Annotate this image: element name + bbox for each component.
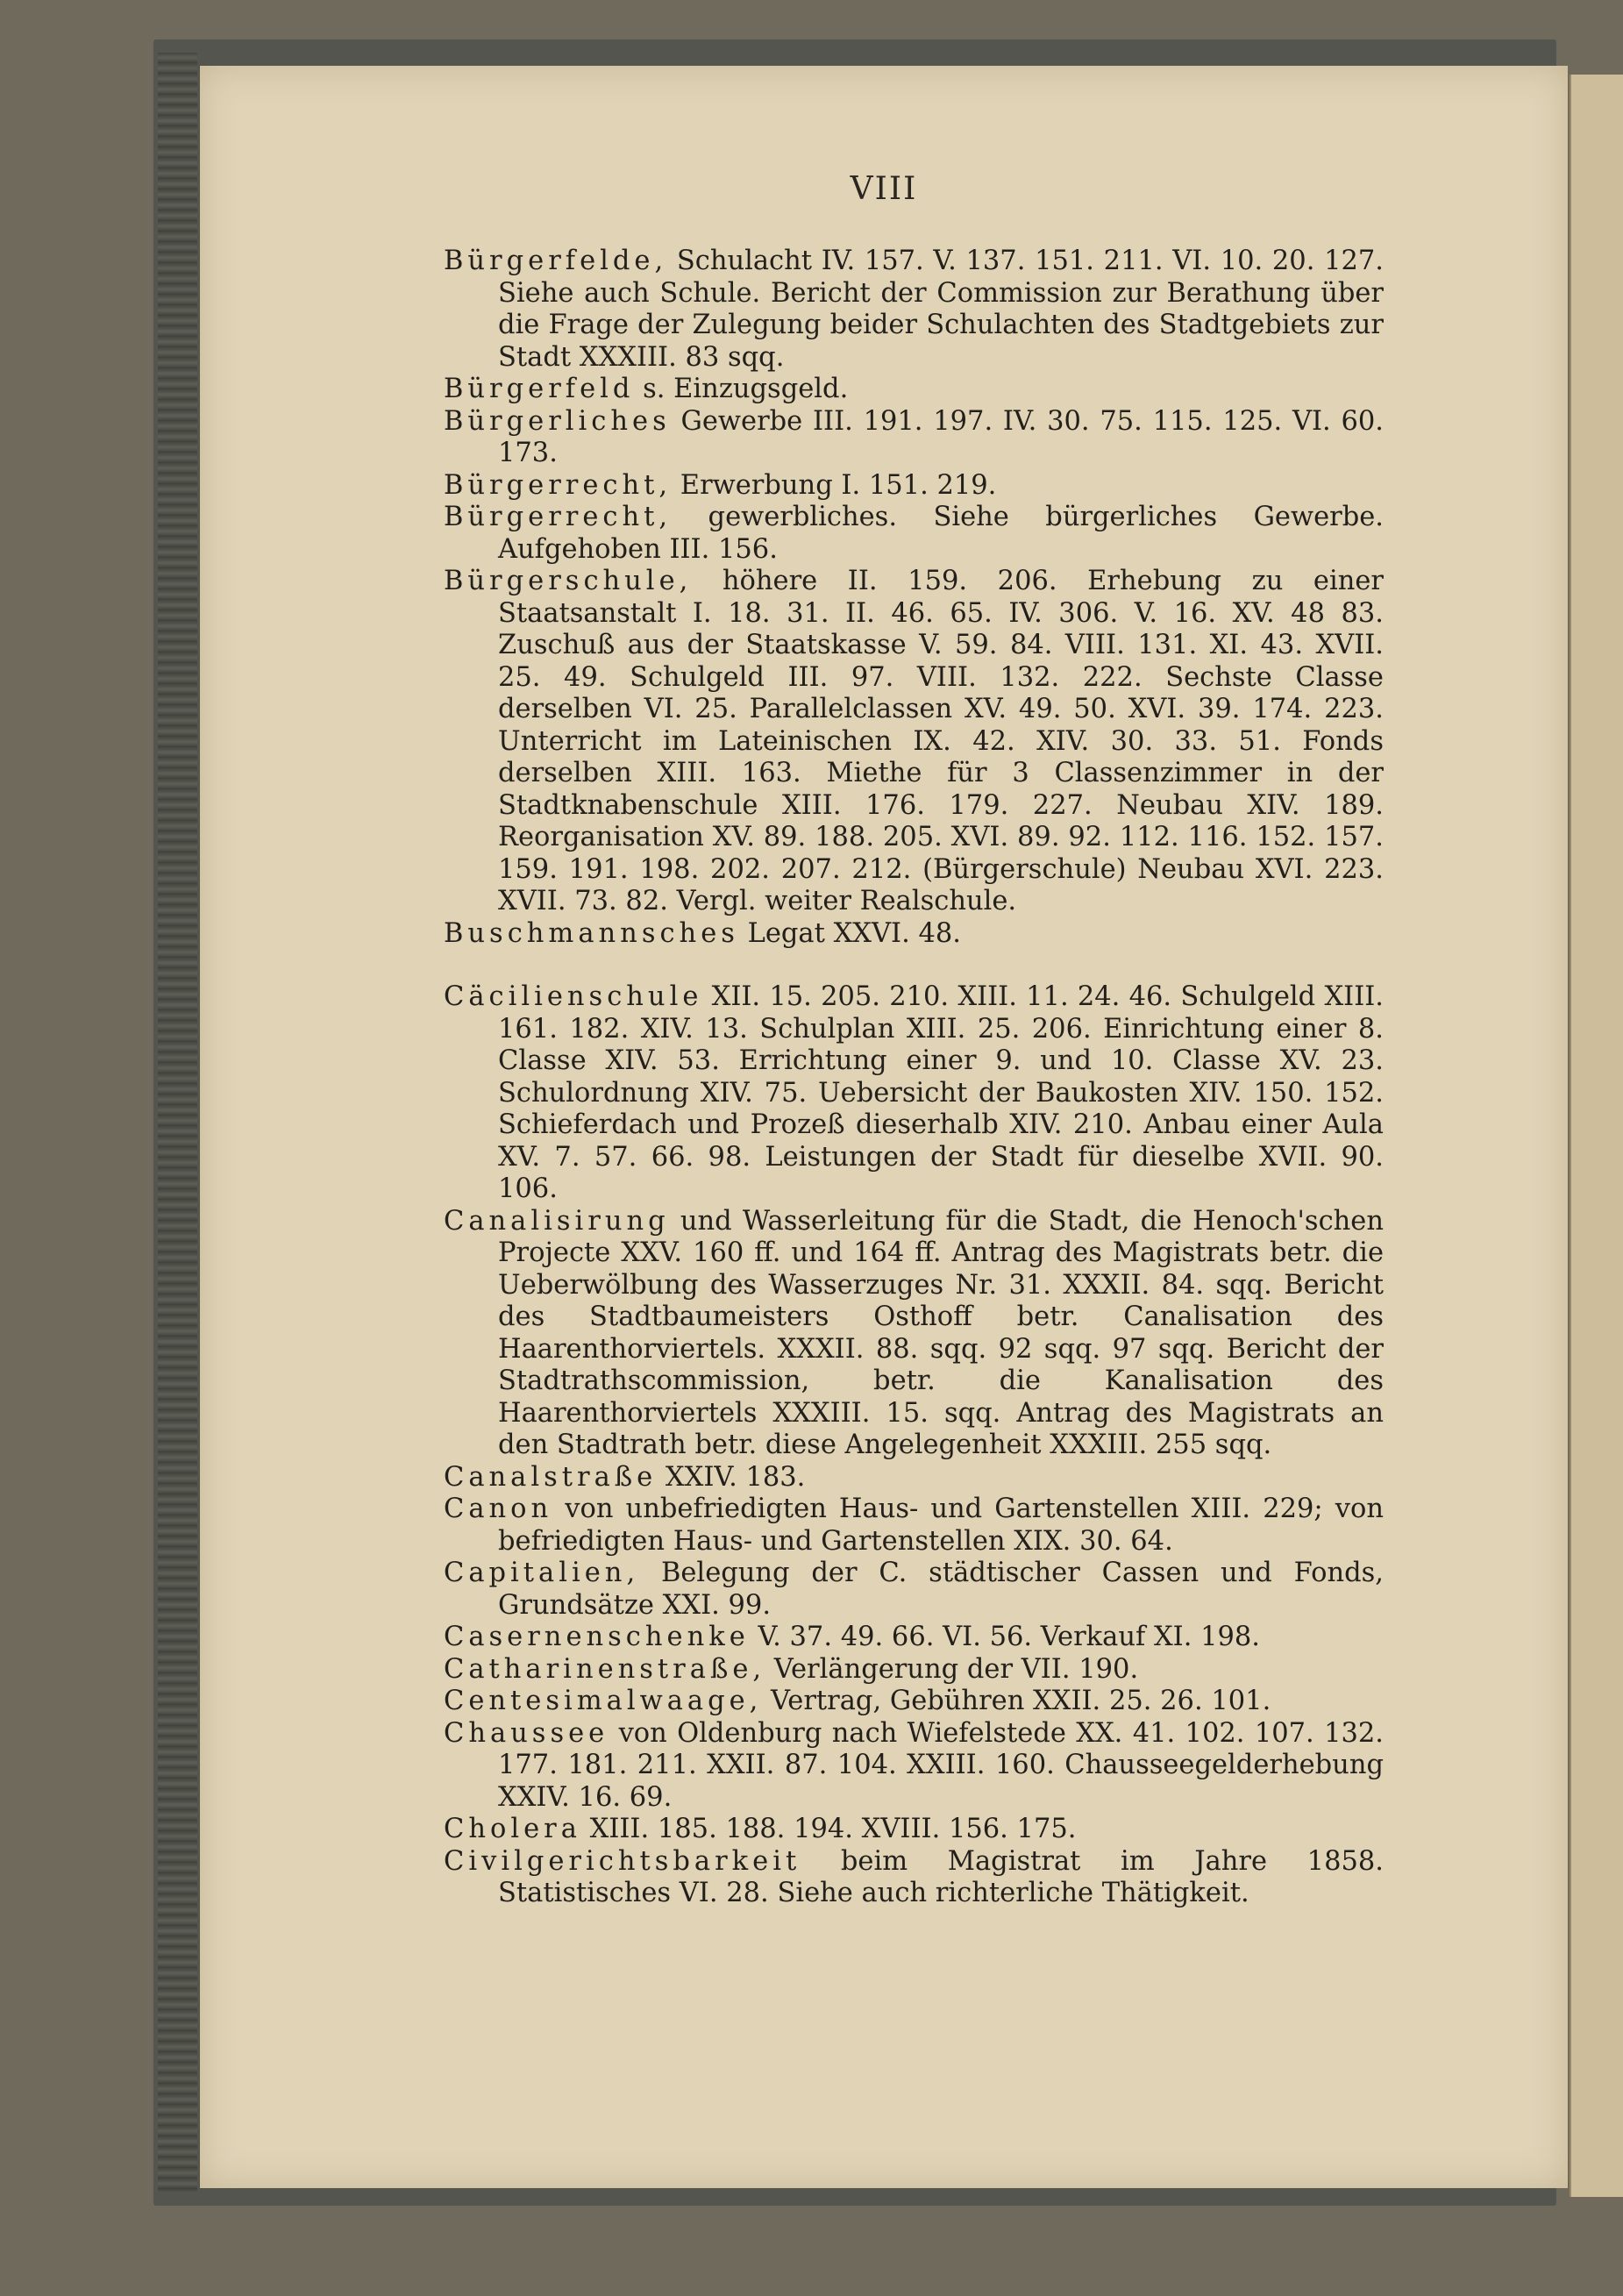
entry-headword: Civilgerichtsbarkeit [444, 1845, 801, 1877]
page-number: VIII [850, 171, 918, 207]
index-entry [444, 1622, 1384, 1654]
entry-headword: Centesimalwaage, [444, 1686, 763, 1716]
index-entry [444, 406, 1384, 470]
book-spine [158, 53, 197, 2193]
entry-text: und Wasserleitung für die Stadt, die Henoch'schen Projecte XXV. 160 ff. und 164 ff. Antrag des Magistrats betr. die Ueberwölbung des Wasserzuges Nr. 31. XXXII. 84. sqq. Bericht des Stadtbaumeisters Osthoff betr. Canalisation des Haarenthorviertels. XXXII. 88. sqq. 92 sqq. 97 sqq. Bericht der Stadtrathscommission, betr. die Kanalisation des Haarenthorviertels XXXIII. 15. sqq. Antrag des Magistrats an den Stadtrath betr. diese Angelegenheit XXXIII. 255 sqq. [498, 1205, 1384, 1460]
entry-text: XXIV. 183. [657, 1461, 806, 1493]
entry-text: höhere II. 159. 206. Erhebung zu einer Staatsanstalt I. 18. 31. II. 46. 65. IV. 306. V. 16. XV. 48 83. Zuschuß aus der Staatskasse V. 59. 84. VIII. 131. XI. 43. XVII. 25. 49. Schulgeld III. 97. VIII. 132. 222. Sechste Classe derselben VI. 25. Parallelclassen XV. 49. 50. XVI. 39. 174. 223. Unterricht im Lateinischen IX. 42. XIV. 30. 33. 51. Fonds derselben XIII. 163. Miethe für 3 Classenzimmer in der Stadtknabenschule XIII. 176. 179. 227. Neubau XIV. 189. Reorganisation XV. 89. 188. 205. XVI. 89. 92. 112. 116. 152. 157. 159. 191. 198. 202. 207. 212. (Bürgerschule) Neubau XVI. 223. XVII. 73. 82. Vergl. weiter Realschule. [498, 566, 1384, 916]
entry-headword: Cäcilienschule [444, 981, 703, 1012]
index-entry [444, 1814, 1384, 1846]
index-entry [444, 1654, 1384, 1686]
entry-text: von unbefriedigten Haus- und Gartenstellen XIII. 229; von befriedigten Haus- und Gartenstellen XIX. 30. 64. [498, 1494, 1384, 1557]
entry-headword: Cholera [444, 1814, 581, 1844]
index-entry [444, 246, 1384, 374]
entry-headword: Catharinenstraße, [444, 1653, 766, 1685]
entry-text: XII. 15. 205. 210. XIII. 11. 24. 46. Schulgeld XIII. 161. 182. XIV. 13. Schulplan XIII. 25. 206. Einrichtung einer 8. Classe XIV. 53. Errichtung einer 9. und 10. Classe XV. 23. Schulordnung XIV. 75. Uebersicht der Baukosten XIV. 150. 152. Schieferdach und Prozeß dieserhalb XIV. 210. Anbau einer Aula XV. 7. 57. 66. 98. Leistungen der Stadt für dieselbe XVII. 90. 106. [498, 981, 1384, 1204]
entry-text: Schulacht IV. 157. V. 137. 151. 211. VI. 10. 20. 127. Siehe auch Schule. Bericht der Commission zur Berathung über die Frage der Zulegung beider Schulachten des Stadtgebiets zur Stadt XXXIII. 83 sqq. [498, 246, 1384, 373]
adjacent-page-edge [1570, 75, 1623, 2197]
entry-text: gewerbliches. Siehe bürgerliches Gewerbe. Aufgehoben III. 156. [498, 502, 1384, 565]
entry-headword: Canalisirung [444, 1205, 670, 1237]
entry-text: V. 37. 49. 66. VI. 56. Verkauf XI. 198. [749, 1622, 1261, 1652]
index-entry [444, 1718, 1384, 1815]
entry-headword: Capitalien, [444, 1558, 640, 1588]
entry-headword: Bürgerfelde, [444, 246, 668, 276]
entry-headword: Chaussee [444, 1717, 609, 1749]
entry-headword: Bürgerrecht, [444, 502, 673, 532]
index-entry [444, 981, 1384, 1206]
index-entry [444, 502, 1384, 566]
index-entry [444, 470, 1384, 503]
entry-text: Gewerbe III. 191. 197. IV. 30. 75. 115. 125. VI. 60. 173. [498, 405, 1384, 468]
entry-headword: Canalstraße [444, 1461, 658, 1493]
entry-headword: Bürgerfeld [444, 374, 635, 404]
index-entry [444, 1846, 1384, 1910]
entry-text: Vertrag, Gebühren XXII. 25. 26. 101. [762, 1686, 1271, 1716]
index-entry [444, 918, 1384, 951]
index-entry [444, 1558, 1384, 1622]
entry-headword: Bürgerliches [444, 405, 671, 437]
index-entry [444, 1686, 1384, 1718]
index-entry [444, 1206, 1384, 1462]
entry-text: beim Magistrat im Jahre 1858. Statistisches VI. 28. Siehe auch richterliche Thätigkeit. [498, 1845, 1384, 1908]
entry-text: Belegung der C. städtischer Cassen und Fonds, Grundsätze XXI. 99. [498, 1558, 1384, 1621]
index-entry [444, 566, 1384, 918]
entry-text: Verlängerung der VII. 190. [765, 1653, 1139, 1685]
entry-headword: Buschmannsches [444, 917, 739, 949]
index-entry [444, 1494, 1384, 1558]
entry-text: von Oldenburg nach Wiefelstede XX. 41. 102. 107. 132. 177. 181. 211. XXII. 87. 104. XXIII. 160. Chausseegelderhebung XXIV. 16. 69. [498, 1717, 1384, 1813]
entry-text: XIII. 185. 188. 194. XVIII. 156. 175. [580, 1814, 1077, 1844]
entry-text: s. Einzugsgeld. [634, 374, 849, 404]
entry-text: Legat XXVI. 48. [738, 917, 961, 949]
entry-headword: Bürgerrecht, [444, 469, 673, 501]
entry-text: Erwerbung I. 151. 219. [672, 469, 997, 501]
entry-headword: Canon [444, 1494, 553, 1524]
entry-headword: Bürgerschule, [444, 566, 693, 596]
entry-headword: Casernenschenke [444, 1622, 750, 1652]
index-column [444, 246, 1384, 1910]
index-entry [444, 374, 1384, 406]
index-entry [444, 1462, 1384, 1494]
